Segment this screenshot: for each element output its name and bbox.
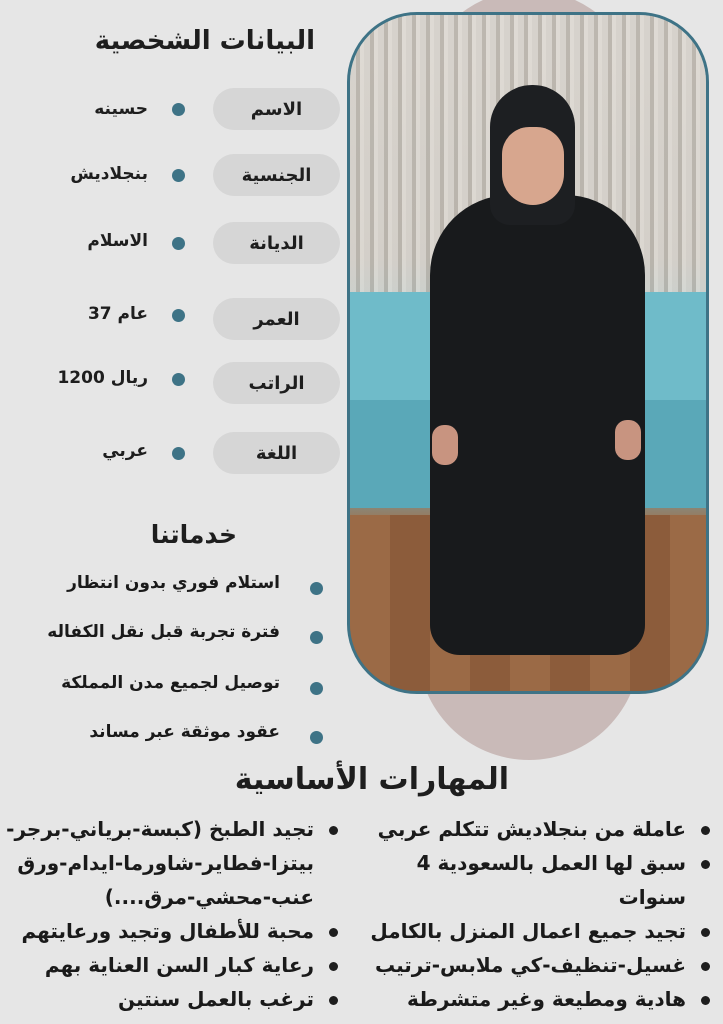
bullet-dot-icon [172,169,185,182]
skill-text: سبق لها العمل بالسعودية 4 سنوات [416,851,686,909]
info-row-religion [0,222,723,266]
personal-info-title: البيانات الشخصية [94,26,315,56]
bullet-icon [329,996,338,1005]
info-label: الجنسية [213,154,340,196]
bullet-dot-icon [172,447,185,460]
skill-text: تجيد جميع اعمال المنزل بالكامل [370,919,686,943]
bullet-icon [329,928,338,937]
services-title: خدماتنا [150,520,237,549]
info-label: اللغة [213,432,340,474]
skills-list-right [352,812,716,1016]
skill-item [4,948,344,982]
service-item [0,722,340,752]
skill-item [352,982,716,1016]
bullet-icon [701,928,710,937]
info-value: 1200 ريال [57,368,148,388]
info-row-age [0,298,723,342]
info-row-salary [0,362,723,406]
skill-item [4,982,344,1016]
service-text: فترة تجربة قبل نقل الكفاله [47,622,280,642]
bullet-icon [329,826,338,835]
service-text: عقود موثقة عبر مساند [89,722,280,742]
info-label: الديانة [213,222,340,264]
service-item [0,622,340,652]
bullet-icon [701,826,710,835]
bullet-dot-icon [310,631,323,644]
skill-text: عاملة من بنجلاديش تتكلم عربي [377,817,686,841]
info-label: الراتب [213,362,340,404]
bullet-dot-icon [172,373,185,386]
info-value: الاسلام [87,231,148,251]
skill-text: ترغب بالعمل سنتين [118,987,314,1011]
service-text: توصيل لجميع مدن المملكة [61,673,280,693]
bullet-dot-icon [172,237,185,250]
info-label: العمر [213,298,340,340]
service-text: استلام فوري بدون انتظار [67,573,280,593]
bullet-icon [701,962,710,971]
skill-text: غسيل-تنظيف-كي ملابس-ترتيب [374,953,686,977]
bullet-dot-icon [172,103,185,116]
bullet-icon [701,860,710,869]
info-value: عربي [102,441,148,461]
info-value: 37 عام [87,304,148,324]
skill-text: رعاية كبار السن العناية بهم [44,953,314,977]
bullet-dot-icon [310,582,323,595]
info-value: حسينه [94,99,148,119]
bullet-icon [701,996,710,1005]
service-item [0,673,340,703]
skills-list-left [4,812,344,1016]
bullet-icon [329,962,338,971]
bullet-dot-icon [310,682,323,695]
skill-item [4,914,344,948]
service-item [0,573,340,603]
info-value: بنجلاديش [70,164,148,184]
info-row-language [0,432,723,476]
skill-item [352,846,716,914]
bullet-dot-icon [310,731,323,744]
skill-item [352,948,716,982]
skill-text: هادية ومطيعة وغير متشرطة [406,987,686,1011]
skill-text: تجيد الطبخ (كبسة-برياني-برجر-بيتزا-فطاير-شاورما-ايدام-ورق عنب-محشي-مرق....) [6,817,314,909]
skill-item [352,914,716,948]
skill-item [4,812,344,914]
bullet-dot-icon [172,309,185,322]
info-label: الاسم [213,88,340,130]
skill-text: محبة للأطفال وتجيد ورعايتهم [21,919,314,943]
info-row-name [0,88,723,132]
skill-item [352,812,716,846]
skills-title: المهارات الأساسية [234,762,509,797]
info-row-nationality [0,154,723,198]
